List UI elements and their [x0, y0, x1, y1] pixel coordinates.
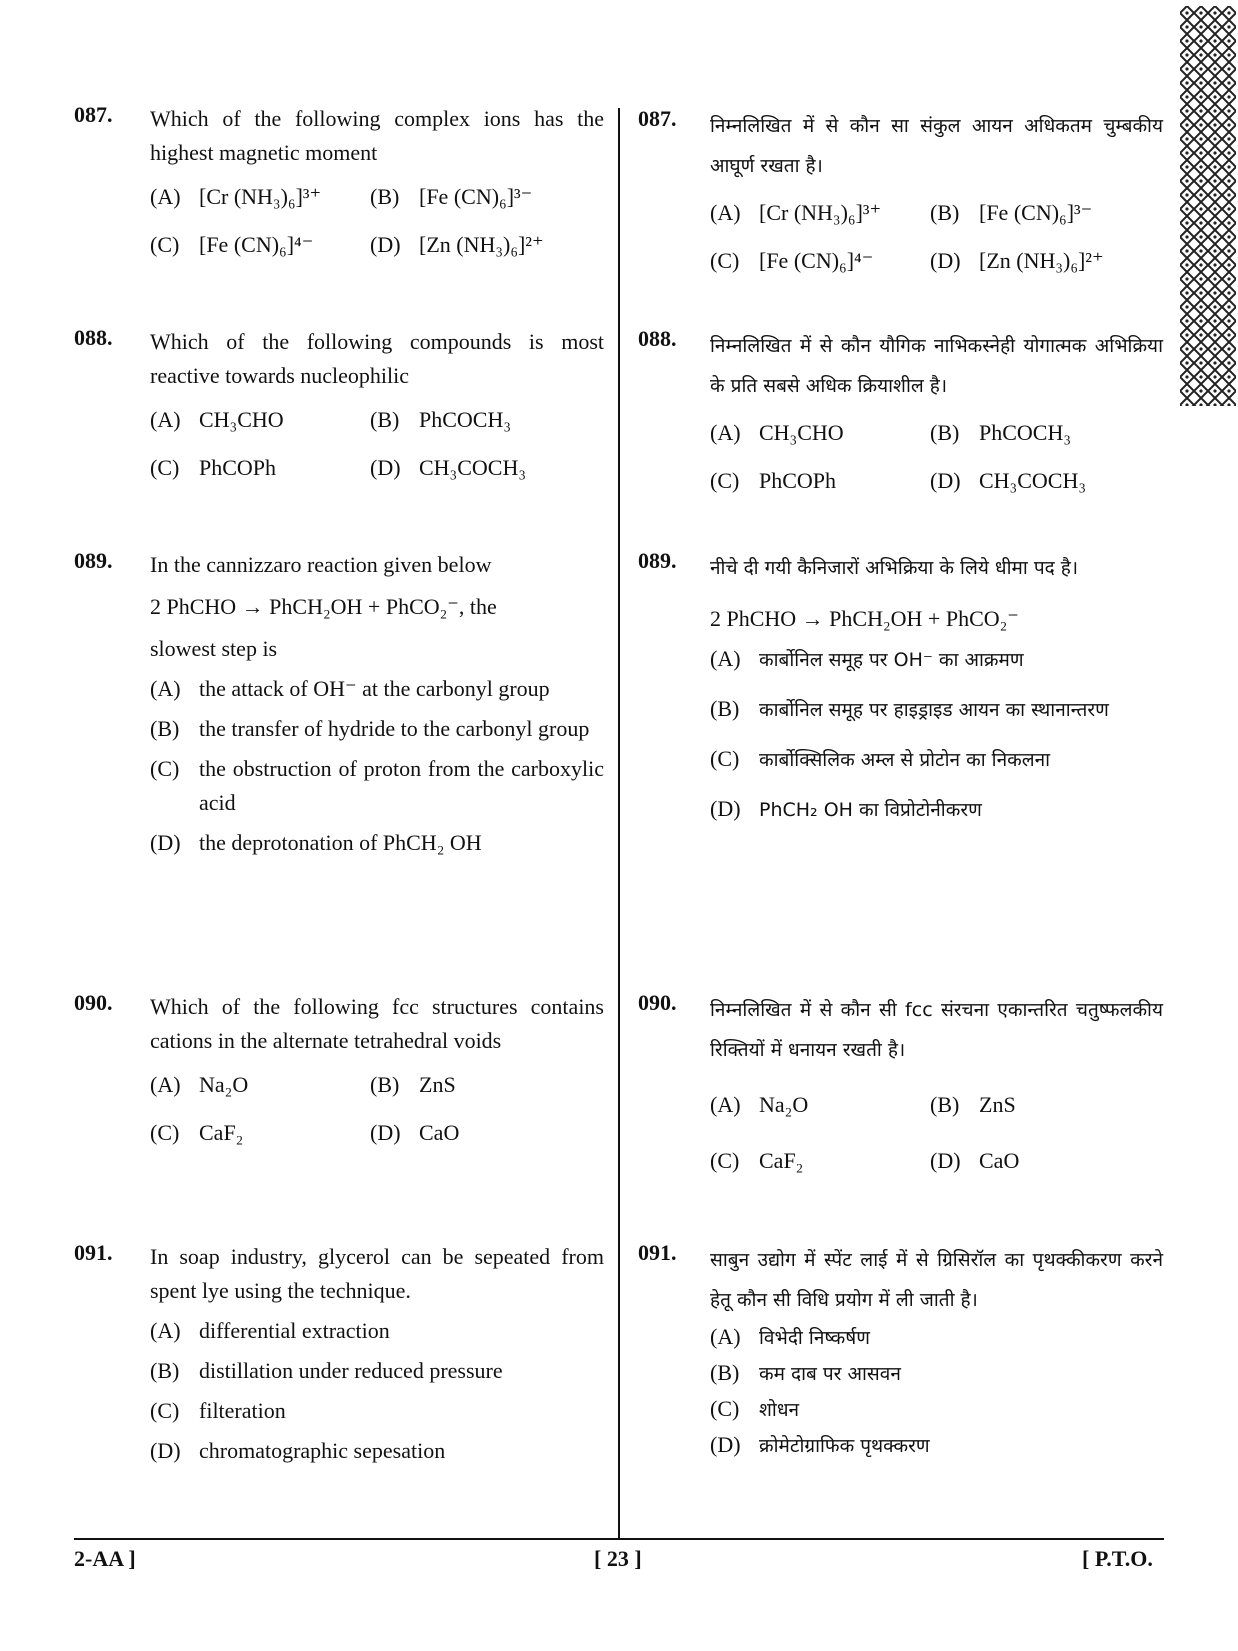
- option-label: (B): [370, 184, 400, 209]
- option-text: CaO: [979, 1148, 1020, 1173]
- question-number: 088.: [74, 325, 113, 350]
- option-text: Na₂O: [759, 1092, 809, 1117]
- decorative-border-pattern: [1180, 6, 1236, 406]
- option-text: [Fe (CN)₆]⁴⁻: [199, 232, 314, 257]
- option-b: [150, 1354, 604, 1388]
- option-a: [710, 1088, 930, 1122]
- option-label: (C): [150, 455, 180, 480]
- option-text: कार्बोनिल समूह पर OH⁻ का आक्रमण: [759, 649, 1024, 671]
- option-text: ZnS: [979, 1092, 1016, 1117]
- option-a: [150, 1068, 370, 1102]
- question-body: [150, 1240, 604, 1468]
- option-label: (A): [710, 420, 741, 445]
- option-b: [710, 1356, 1163, 1392]
- option-label: (C): [150, 756, 180, 781]
- reaction-equation: 2 PhCHO → PhCH₂OH + PhCO₂⁻: [710, 606, 1019, 631]
- option-text: the transfer of hydride to the carbonyl group: [199, 716, 590, 741]
- options-list: [150, 672, 604, 860]
- option-d: [930, 1144, 1163, 1178]
- question-number: 090.: [74, 990, 113, 1015]
- option-text: chromatographic sepesation: [199, 1438, 446, 1463]
- option-label: (D): [150, 1438, 181, 1463]
- options-grid: [710, 196, 1163, 278]
- option-text: CaO: [419, 1120, 460, 1145]
- question-body: [150, 990, 604, 1150]
- option-a: [710, 642, 1163, 678]
- option-label: (B): [930, 200, 960, 225]
- option-text: the attack of OH⁻ at the carbonyl group: [199, 676, 550, 701]
- option-text: CaF₂: [759, 1148, 804, 1173]
- option-label: (A): [710, 646, 741, 671]
- option-label: (C): [710, 468, 740, 493]
- question-number: 087.: [74, 102, 113, 127]
- option-d: [930, 464, 1163, 498]
- option-text: differential extraction: [199, 1318, 390, 1343]
- option-label: (C): [710, 248, 740, 273]
- question-number: 089.: [638, 548, 677, 573]
- option-label: (B): [370, 1072, 400, 1097]
- option-label: (B): [150, 716, 180, 741]
- option-label: (A): [150, 1318, 181, 1343]
- question-body: [150, 102, 604, 262]
- option-b: [930, 416, 1163, 450]
- option-text: the deprotonation of PhCH₂ OH: [199, 830, 482, 855]
- page-number: [ 23 ]: [594, 1546, 642, 1571]
- question-number: 087.: [638, 106, 677, 131]
- option-b: [930, 1088, 1163, 1122]
- option-text: CH₃CHO: [199, 407, 284, 432]
- option-label: (D): [710, 1432, 741, 1457]
- option-c: [710, 742, 1163, 778]
- option-text: CH₃COCH₃: [419, 455, 527, 480]
- footer-code: 2-AA ]: [74, 1546, 136, 1571]
- option-text: [Zn (NH₃)₆]²⁺: [419, 232, 544, 257]
- question-stem: In the cannizzaro reaction given below: [150, 552, 492, 577]
- question-body: [150, 548, 604, 860]
- question-stem: निम्नलिखित में से कौन यौगिक नाभिकस्नेही योगात्मक अभिक्रिया के प्रति सबसे अधिक क्रियाशील है।: [710, 335, 1163, 397]
- option-label: (A): [710, 200, 741, 225]
- option-label: (C): [710, 746, 740, 771]
- option-d: [370, 451, 604, 485]
- question-stem: Which of the following complex ions has the highest magnetic moment: [150, 106, 604, 165]
- option-text: PhCOPh: [199, 455, 277, 480]
- footer-rule: [74, 1538, 1164, 1540]
- question-stem: साबुन उद्योग में स्पेंट लाई में से ग्रिसिरॉल का पृथक्कीकरण करने हेतू कौन सी विधि प्रयोग में ली जाती है।: [710, 1249, 1163, 1311]
- option-label: (C): [150, 232, 180, 257]
- option-c: [150, 1394, 604, 1428]
- option-label: (B): [930, 1092, 960, 1117]
- question-body: [710, 990, 1163, 1178]
- question-stem: Which of the following fcc structures contains cations in the alternate tetrahedral voids: [150, 994, 604, 1053]
- option-label: (D): [930, 248, 961, 273]
- option-d: [370, 1116, 604, 1150]
- option-text: कार्बोनिल समूह पर हाइड्राइड आयन का स्थानान्तरण: [759, 699, 1109, 721]
- option-text: distillation under reduced pressure: [199, 1358, 503, 1383]
- options-grid: [710, 1088, 1163, 1178]
- question-number: 090.: [638, 990, 677, 1015]
- option-d: [710, 792, 1163, 828]
- option-text: PhCOCH₃: [979, 420, 1072, 445]
- option-label: (D): [370, 455, 401, 480]
- option-text: [Zn (NH₃)₆]²⁺: [979, 248, 1104, 273]
- option-text: CH₃CHO: [759, 420, 844, 445]
- option-label: (B): [930, 420, 960, 445]
- question-stem: निम्नलिखित में से कौन सा संकुल आयन अधिकतम चुम्बकीय आघूर्ण रखता है।: [710, 115, 1163, 177]
- option-label: (D): [150, 830, 181, 855]
- option-label: (C): [150, 1398, 180, 1423]
- option-c: [710, 244, 930, 278]
- option-label: (A): [710, 1092, 741, 1117]
- option-a: [710, 196, 930, 230]
- option-c: [710, 1144, 930, 1178]
- option-text: CaF₂: [199, 1120, 244, 1145]
- question-stem: Which of the following compounds is most reactive towards nucleophilic: [150, 329, 604, 388]
- question-body: [710, 326, 1163, 498]
- option-c: [710, 1392, 1163, 1428]
- option-a: [710, 1320, 1163, 1356]
- option-text: क्रोमेटोग्राफिक पृथक्करण: [759, 1435, 930, 1457]
- option-text: विभेदी निष्कर्षण: [759, 1327, 870, 1349]
- option-b: [370, 403, 604, 437]
- option-label: (A): [710, 1324, 741, 1349]
- option-label: (A): [150, 676, 181, 701]
- options-list: [710, 642, 1163, 828]
- option-c: [710, 464, 930, 498]
- option-text: [Cr (NH₃)₆]³⁺: [199, 184, 322, 209]
- options-grid: [710, 416, 1163, 498]
- options-list: [710, 1320, 1163, 1464]
- option-c: [150, 1116, 370, 1150]
- option-label: (B): [150, 1358, 180, 1383]
- question-number: 088.: [638, 326, 677, 351]
- option-text: [Cr (NH₃)₆]³⁺: [759, 200, 882, 225]
- option-a: [150, 672, 604, 706]
- question-body: [710, 1240, 1163, 1464]
- option-label: (A): [150, 1072, 181, 1097]
- column-divider: [618, 108, 620, 1540]
- option-b: [370, 180, 604, 214]
- option-label: (B): [710, 696, 740, 721]
- question-number: 089.: [74, 548, 113, 573]
- option-a: [150, 180, 370, 214]
- option-text: [Fe (CN)₆]³⁻: [419, 184, 533, 209]
- option-b: [370, 1068, 604, 1102]
- options-grid: [150, 403, 604, 485]
- option-d: [370, 228, 604, 262]
- option-label: (D): [370, 1120, 401, 1145]
- option-text: शोधन: [759, 1399, 800, 1421]
- option-text: [Fe (CN)₆]³⁻: [979, 200, 1093, 225]
- pto-label: [ P.T.O.: [1082, 1546, 1153, 1571]
- options-grid: [150, 1068, 604, 1150]
- question-number: 091.: [74, 1240, 113, 1265]
- option-b: [710, 692, 1163, 728]
- option-d: [150, 826, 604, 860]
- option-text: कार्बोक्सिलिक अम्ल से प्रोटोन का निकलना: [759, 749, 1051, 771]
- question-body: [710, 548, 1163, 828]
- question-stem: In soap industry, glycerol can be sepeated from spent lye using the technique.: [150, 1244, 604, 1303]
- option-a: [150, 1314, 604, 1348]
- option-label: (D): [710, 796, 741, 821]
- option-text: PhCOCH₃: [419, 407, 512, 432]
- option-text: Na₂O: [199, 1072, 249, 1097]
- option-text: PhCH₂ OH का विप्रोटोनीकरण: [759, 799, 982, 821]
- option-c: [150, 228, 370, 262]
- option-label: (C): [150, 1120, 180, 1145]
- options-list: [150, 1314, 604, 1468]
- options-grid: [150, 180, 604, 262]
- option-label: (C): [710, 1396, 740, 1421]
- option-label: (A): [150, 407, 181, 432]
- option-c: [150, 752, 604, 820]
- option-text: filteration: [199, 1398, 286, 1423]
- option-text: CH₃COCH₃: [979, 468, 1087, 493]
- option-a: [710, 416, 930, 450]
- option-text: PhCOPh: [759, 468, 837, 493]
- reaction-equation: 2 PhCHO → PhCH₂OH + PhCO₂⁻, the: [150, 594, 497, 619]
- question-stem: निम्नलिखित में से कौन सी fcc संरचना एकान्तरित चतुष्फलकीय रिक्तियों में धनायन रखती है।: [710, 999, 1163, 1061]
- option-label: (B): [710, 1360, 740, 1385]
- option-d: [150, 1434, 604, 1468]
- question-stem: नीचे दी गयी कैनिजारों अभिक्रिया के लिये धीमा पद है।: [710, 557, 1079, 579]
- question-body: [150, 325, 604, 485]
- option-label: (D): [370, 232, 401, 257]
- question-body: [710, 106, 1163, 278]
- option-text: the obstruction of proton from the carboxylic acid: [199, 756, 604, 815]
- option-b: [930, 196, 1163, 230]
- question-stem-end: slowest step is: [150, 636, 278, 661]
- question-number: 091.: [638, 1240, 677, 1265]
- option-d: [710, 1428, 1163, 1464]
- option-d: [930, 244, 1163, 278]
- option-text: [Fe (CN)₆]⁴⁻: [759, 248, 874, 273]
- option-c: [150, 451, 370, 485]
- option-label: (D): [930, 1148, 961, 1173]
- option-label: (C): [710, 1148, 740, 1173]
- option-label: (B): [370, 407, 400, 432]
- option-a: [150, 403, 370, 437]
- option-text: ZnS: [419, 1072, 456, 1097]
- option-b: [150, 712, 604, 746]
- option-label: (D): [930, 468, 961, 493]
- option-text: कम दाब पर आसवन: [759, 1363, 901, 1385]
- option-label: (A): [150, 184, 181, 209]
